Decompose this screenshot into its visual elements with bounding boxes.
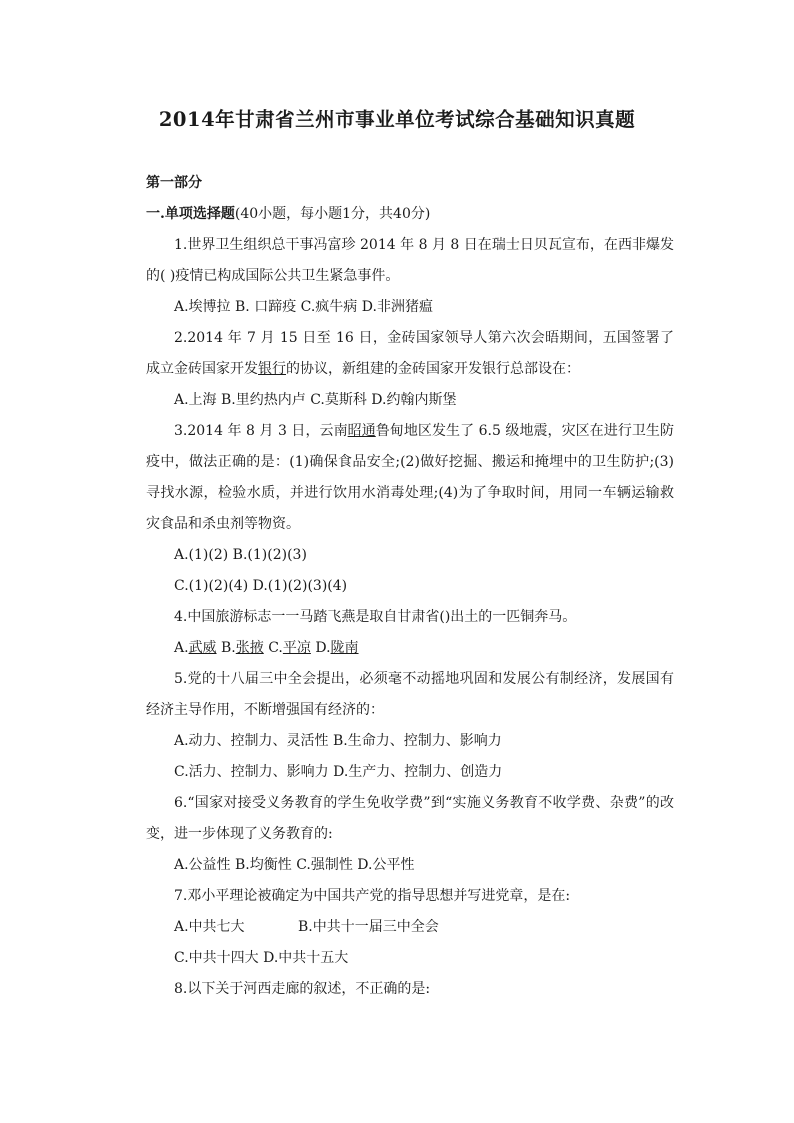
- question-2-options: A.上海 B.里约热内卢 C.莫斯科 D.约翰内斯堡: [174, 392, 457, 408]
- q4-option-longnan-link[interactable]: 陇南: [330, 640, 359, 656]
- q4-option-c-prefix: C.: [263, 640, 283, 656]
- exam-content: [146, 168, 674, 1005]
- question-5-options-2: C.活力、控制力、影响力 D.生产力、控制力、创造力: [174, 764, 503, 780]
- question-6: 6.“国家对接受义务教育的学生免收学费”到“实施义务教育不收学费、杂费”的改变，进一步体现了义务教育的:: [146, 795, 674, 842]
- question-3-options-1: A.(1)(2) B.(1)(2)(3): [174, 547, 307, 563]
- question-2-text-a: 2.2014 年 7 月 15 日至 16 日，金砖国家领导人第六次会晤期间，五国签署了成立金砖国家开发: [146, 330, 674, 377]
- question-7-options-1: A.中共七大 B.中共十一届三中全会: [174, 919, 439, 935]
- section-heading: [146, 199, 674, 230]
- question-1: 1.世界卫生组织总干事冯富珍 2014 年 8 月 8 日在瑞士日贝瓦宣布，在西非爆发的( )疫情已构成国际公共卫生紧急事件。: [146, 237, 674, 284]
- question-2-text-b: 的协议，新组建的金砖国家开发银行总部设在：: [286, 361, 580, 377]
- section-desc: (40小题，每小题1分，共40分): [234, 206, 431, 222]
- q4-option-b-prefix: B.: [216, 640, 236, 656]
- question-3-options-2: C.(1)(2)(4) D.(1)(2)(3)(4): [174, 578, 348, 594]
- question-4-options: [146, 633, 674, 664]
- question-3: [146, 416, 674, 540]
- question-1-options: A.埃博拉 B. 口蹄疫 C.疯牛病 D.非洲猪瘟: [174, 299, 433, 315]
- q4-option-wuwei-link[interactable]: 武威: [188, 640, 217, 656]
- part-heading: 第一部分: [146, 175, 202, 191]
- question-7: 7.邓小平理论被确定为中国共产党的指导思想并写进党章，是在:: [174, 888, 571, 904]
- question-2: [146, 323, 674, 385]
- question-7-options-2: C.中共十四大 D.中共十五大: [174, 950, 349, 966]
- q4-option-pingliang-link[interactable]: 平凉: [282, 640, 311, 656]
- question-3-text-a: 3.2014 年 8 月 3 日，云南: [174, 423, 348, 439]
- section-name: 一.单项选择题: [146, 206, 235, 222]
- question-8: 8.以下关于河西走廊的叙述，不正确的是:: [174, 981, 431, 997]
- page-title: 2014年甘肃省兰州市事业单位考试综合基础知识真题: [158, 108, 636, 131]
- q4-option-d-prefix: D.: [310, 640, 331, 656]
- q4-option-zhangye-link[interactable]: 张掖: [235, 640, 264, 656]
- question-3-text-b: 鲁甸地区发生了 6.5 级地震，灾区在进行卫生防疫中，做法正确的是：(1)确保食品安全;(2)做好挖掘、搬运和掩埋中的卫生防护;(3)寻找水源，检验水质，并进行饮用水消毒处理;(4)为了争取时间，用同一车辆运输救灾食品和杀虫剂等物资。: [146, 423, 674, 532]
- question-5-options-1: A.动力、控制力、灵活性 B.生命力、控制力、影响力: [174, 733, 502, 749]
- zhaotong-link[interactable]: 昭通: [347, 423, 376, 439]
- q4-option-a-prefix: A.: [174, 640, 189, 656]
- question-4: 4.中国旅游标志一一马踏飞燕是取自甘肃省()出土的一匹铜奔马。: [174, 609, 577, 625]
- question-6-options: A.公益性 B.均衡性 C.强制性 D.公平性: [174, 857, 415, 873]
- bank-link[interactable]: 银行: [258, 361, 286, 377]
- question-5: 5.党的十八届三中全会提出，必须毫不动摇地巩固和发展公有制经济，发展国有经济主导作用，不断增强国有经济的：: [146, 671, 674, 718]
